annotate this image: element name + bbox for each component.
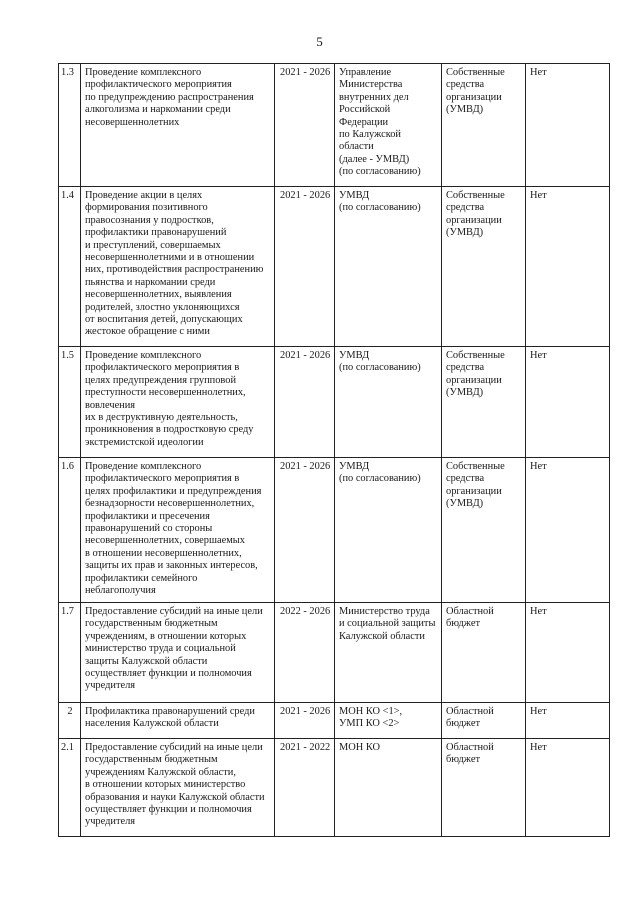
- table-row: [59, 347, 610, 458]
- table-row: [59, 187, 610, 347]
- event-cell: Предоставление субсидий на иные цели государственным бюджетным учреждениям Калужской области, в отношении которых министерство образования и науки Калужской области осуществляет функции и полномочия учредителя: [81, 739, 275, 837]
- executor-cell: Министерство труда и социальной защиты Калужской области: [335, 603, 442, 703]
- row-number: 1.7: [59, 603, 81, 703]
- event-cell: Проведение акции в целях формирования позитивного правосознания у подростков, профилактики правонарушений и преступлений, совершаемых несовершеннолетними и в отношении них, противодействия распространению пьянства и наркомании среди несовершеннолетних, выявления родителей, злостно уклоняющихся от воспитания детей, допускающих жестокое обращение с ними: [81, 187, 275, 347]
- executor-cell: УМВД (по согласованию): [335, 187, 442, 347]
- funding-source-cell: Собственные средства организации (УМВД): [442, 458, 526, 603]
- row-number: 1.6: [59, 458, 81, 603]
- period-cell: 2021 - 2026: [275, 458, 335, 603]
- row-number: 2.1: [59, 739, 81, 837]
- funding-volume-cell: Нет: [526, 347, 610, 458]
- period-cell: 2021 - 2026: [275, 703, 335, 739]
- funding-volume-cell: Нет: [526, 603, 610, 703]
- table-row: [59, 64, 610, 187]
- funding-source-cell: Областной бюджет: [442, 703, 526, 739]
- funding-volume-cell: Нет: [526, 187, 610, 347]
- period-cell: 2022 - 2026: [275, 603, 335, 703]
- period-cell: 2021 - 2026: [275, 187, 335, 347]
- table-row: [59, 703, 610, 739]
- funding-source-cell: Собственные средства организации (УМВД): [442, 64, 526, 187]
- table-row: [59, 739, 610, 837]
- event-cell: Профилактика правонарушений среди населения Калужской области: [81, 703, 275, 739]
- executor-cell: Управление Министерства внутренних дел Российской Федерации по Калужской области (далее - УМВД) (по согласованию): [335, 64, 442, 187]
- funding-source-cell: Собственные средства организации (УМВД): [442, 187, 526, 347]
- event-cell: Предоставление субсидий на иные цели государственным бюджетным учреждениям, в отношении которых министерство труда и социальной защиты Калужской области осуществляет функции и полномочия учредителя: [81, 603, 275, 703]
- executor-cell: УМВД (по согласованию): [335, 458, 442, 603]
- executor-cell: МОН КО: [335, 739, 442, 837]
- row-number: 1.4: [59, 187, 81, 347]
- funding-volume-cell: Нет: [526, 458, 610, 603]
- period-cell: 2021 - 2026: [275, 347, 335, 458]
- measures-table: [58, 63, 610, 837]
- table-row: [59, 603, 610, 703]
- event-cell: Проведение комплексного профилактического мероприятия в целях профилактики и предупреждения безнадзорности несовершеннолетних, профилактики и пресечения правонарушений со стороны несовершеннолетних, совершаемых в отношении несовершеннолетних, защиты их прав и законных интересов, профилактики семейного неблагополучия: [81, 458, 275, 603]
- event-cell: Проведение комплексного профилактического мероприятия в целях предупреждения групповой преступности несовершеннолетних, вовлечения их в деструктивную деятельность, проникновения в подростковую среду экстремистской идеологии: [81, 347, 275, 458]
- executor-cell: УМВД (по согласованию): [335, 347, 442, 458]
- period-cell: 2021 - 2026: [275, 64, 335, 187]
- event-cell: Проведение комплексного профилактического мероприятия по предупреждению распространения алкоголизма и наркомании среди несовершеннолетних: [81, 64, 275, 187]
- funding-volume-cell: Нет: [526, 703, 610, 739]
- executor-cell: МОН КО <1>, УМП КО <2>: [335, 703, 442, 739]
- funding-volume-cell: Нет: [526, 739, 610, 837]
- funding-source-cell: Областной бюджет: [442, 739, 526, 837]
- period-cell: 2021 - 2022: [275, 739, 335, 837]
- row-number: 1.3: [59, 64, 81, 187]
- row-number: 2: [59, 703, 81, 739]
- funding-source-cell: Собственные средства организации (УМВД): [442, 347, 526, 458]
- funding-source-cell: Областной бюджет: [442, 603, 526, 703]
- row-number: 1.5: [59, 347, 81, 458]
- page-number: 5: [316, 34, 323, 49]
- funding-volume-cell: Нет: [526, 64, 610, 187]
- table-row: [59, 458, 610, 603]
